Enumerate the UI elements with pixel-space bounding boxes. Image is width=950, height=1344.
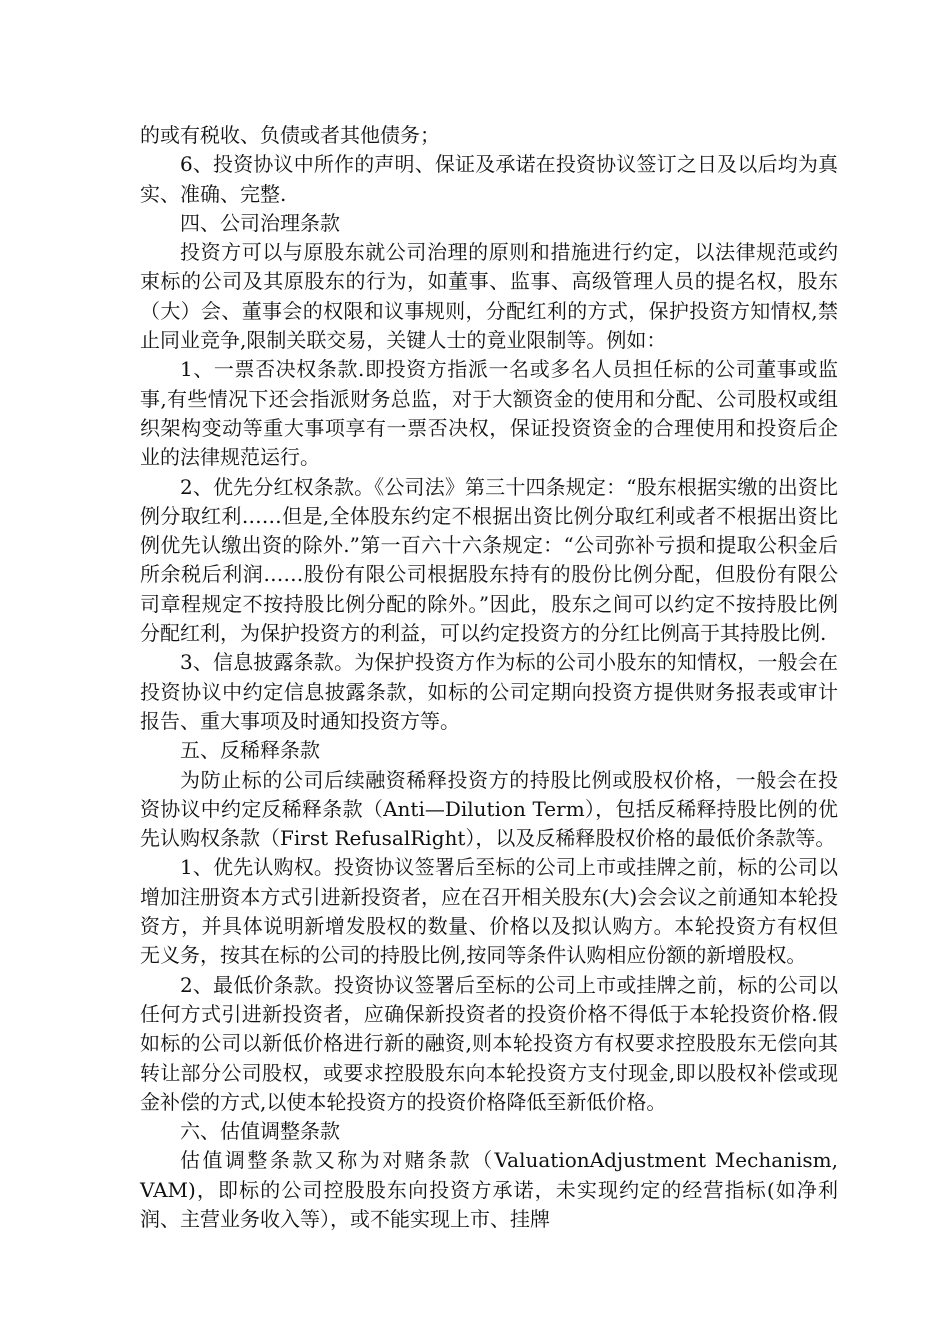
paragraph-preemptive-right: 1、优先认购权。投资协议签署后至标的公司上市或挂牌之前，标的公司以增加注册资本方式引进新投资者，应在召开相关股东(大)会会议之前通知本轮投资方，并具体说明新增发股权的数量、价格以及拟认购方。本轮投资方有权但无义务，按其在标的公司的持股比例,按同等条件认购相应份额的新增股权。	[140, 855, 838, 968]
paragraph-governance-intro: 投资方可以与原股东就公司治理的原则和措施进行约定，以法律规范或约束标的公司及其原股东的行为，如董事、监事、高级管理人员的提名权，股东（大）会、董事会的权限和议事规则，分配红利的方式，保护投资方知情权,禁止同业竞争,限制关联交易，关键人士的竟业限制等。例如：	[140, 240, 838, 353]
paragraph-anti-dilution-intro: 为防止标的公司后续融资稀释投资方的持股比例或股权价格，一般会在投资协议中约定反稀释条款（Anti—Dilution Term），包括反稀释持股比例的优先认购权条款（First RefusalRight），以及反稀释股权价格的最低价条款等。	[140, 767, 838, 851]
paragraph-valuation-adjustment: 估值调整条款又称为对赌条款（ValuationAdjustment Mechanism, VAM)，即标的公司控股股东向投资方承诺，未实现约定的经营指标(如净利润、主营业务收入等），或不能实现上市、挂牌	[140, 1148, 838, 1231]
paragraph-continuation: 的或有税收、负债或者其他债务；	[140, 123, 440, 147]
section-heading-governance: 四、公司治理条款	[180, 210, 340, 235]
paragraph-minimum-price: 2、最低价条款。投资协议签署后至标的公司上市或挂牌之前，标的公司以任何方式引进新投资者，应确保新投资者的投资价格不得低于本轮投资价格.假如标的公司以新低价格进行新的融资,则本轮投资方有权要求控股股东无偿向其转让部分公司股权，或要求控股股东向本轮投资方支付现金,即以股权补偿或现金补偿的方式,以使本轮投资方的投资价格降低至新低价格。	[140, 972, 838, 1114]
paragraph-item-6: 6、投资协议中所作的声明、保证及承诺在投资协议签订之日及以后均为真实、准确、完整.	[140, 152, 838, 206]
section-heading-anti-dilution: 五、反稀释条款	[180, 738, 320, 763]
paragraph-veto-clause: 1、一票否决权条款.即投资方指派一名或多名人员担任标的公司董事或监事,有些情况下还会指派财务总监，对于大额资金的使用和分配、公司股权或组织架构变动等重大事项享有一票否决权，保证投资资金的合理使用和投资后企业的法律规范运行。	[140, 357, 838, 470]
paragraph-disclosure-clause: 3、信息披露条款。为保护投资方作为标的公司小股东的知情权，一般会在投资协议中约定信息披露条款，如标的公司定期向投资方提供财务报表或审计报告、重大事项及时通知投资方等。	[140, 650, 838, 733]
section-heading-valuation-adjustment: 六、估值调整条款	[180, 1119, 340, 1144]
paragraph-dividend-clause: 2、优先分红权条款。《公司法》第三十四条规定：“股东根据实缴的出资比例分取红利……但是,全体股东约定不根据出资比例分取红利或者不根据出资比例优先认缴出资的除外.”第一百六十六条规定：“公司弥补亏损和提取公积金后所余税后利润……股份有限公司根据股东持有的股份比例分配，但股份有限公司章程规定不按持股比例分配的除外。”因此，股东之间可以约定不按持股比例分配红利，为保护投资方的利益，可以约定投资方的分红比例高于其持股比例.	[140, 474, 838, 646]
